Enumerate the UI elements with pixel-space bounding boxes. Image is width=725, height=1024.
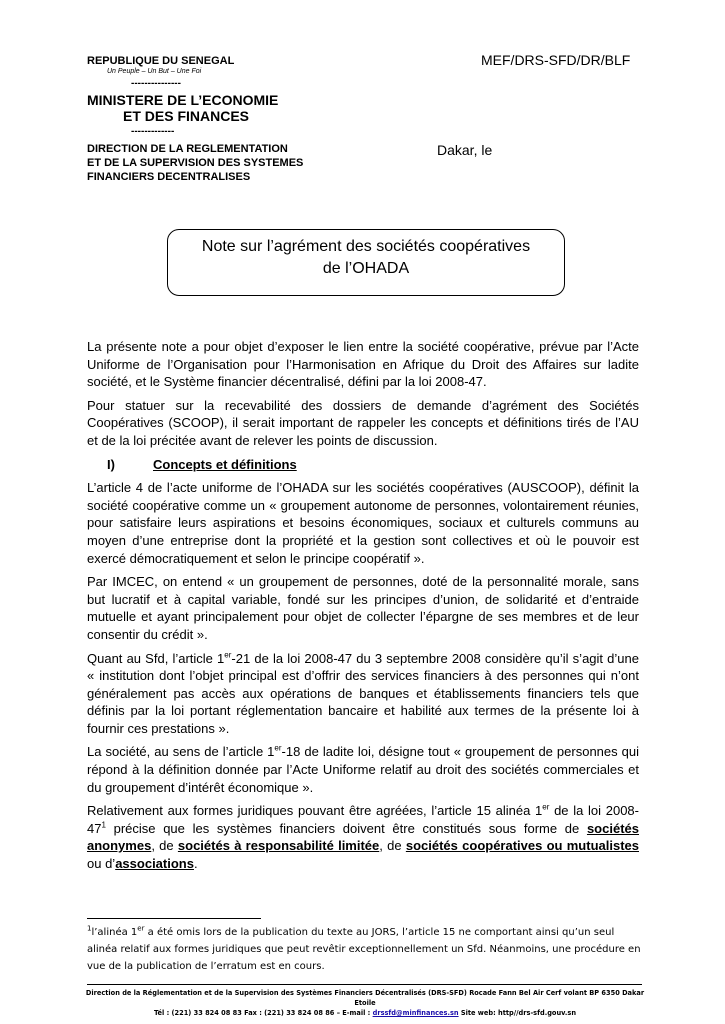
footer-email-link[interactable]: drssfd@minfinances.sn [372, 1009, 459, 1017]
paragraph-auscoop-definition: L’article 4 de l’acte uniforme de l’OHADA sur les sociétés coopératives (AUSCOOP), définit la société coopérative comme un « groupement autonome de personnes, volontairement réunies, pour satisfaire leurs aspirations et besoins économiques, sociaux et culturels communs au moyen d’une entreprise dont la propriété et la gestion sont collectives et où le pouvoir est exercé démocratiquement et selon le principe coopératif ». [87, 480, 639, 566]
national-motto: Un Peuple – Un But – Une Foi [107, 68, 202, 75]
footnote-separator [87, 918, 261, 919]
footnote-reference: 1 [101, 820, 106, 830]
paragraph-sfd-definition: Quant au Sfd, l’article 1er-21 de la loi 2008-47 du 3 septembre 2008 considère qu’il s’agit d’une « institution dont l’objet principal est d’offrir des services financiers à des personnes qui n’ont généralement pas accès aux opérations de banques et établissements financiers tels que définis par la loi portant réglementation bancaire et habilité aux termes de la présente loi à fournir ces prestations ». [87, 650, 639, 736]
paragraph-purpose: Pour statuer sur la recevabilité des dossiers de demande d’agrément des Sociétés Coopératives (SCOOP), il serait important de rappeler les concepts et définitions tirés de l’AU et de la loi précitée avant de relever les points de discussion. [87, 397, 639, 448]
ministry-name-line2: ET DES FINANCES [123, 108, 250, 124]
document-body [87, 338, 639, 879]
footer-address: Direction de la Réglementation et de la Supervision des Systèmes Financiers Décentralisés (DRS-SFD) Rocade Fann Bel Air Cerf volant BP 6350 Dakar Etoile [85, 989, 645, 1007]
paragraph-imcec-definition: Par IMCEC, on entend « un groupement de personnes, doté de la personnalité morale, sans but lucratif et à capital variable, fondé sur les principes d’union, de solidarité et d’entraide mutuelle et ayant principalement pour objet de collecter l’épargne de ses membres et de leur consentir du crédit ». [87, 574, 639, 642]
header-separator: ------------- [131, 126, 175, 137]
section-title: Concepts et définitions [153, 456, 297, 472]
direction-name-line1: DIRECTION DE LA REGLEMENTATION [87, 143, 288, 155]
legal-form-association: associations [115, 856, 194, 872]
paragraph-intro: La présente note a pour objet d’exposer le lien entre la société coopérative, prévue par l’Acte Uniforme de l’Organisation pour l’Harmonisation en Afrique du Droit des Affaires sur ladite société, et le Système financier décentralisé, défini par la loi 2008-47. [87, 339, 639, 390]
paragraph-legal-forms: Relativement aux formes juridiques pouvant être agréées, l’article 15 alinéa 1er de la loi $2008-47^1$ précise que les systèmes financiers doivent être constitués sous forme de sociétés anonymes, de sociétés à responsabilité limitée, de sociétés coopératives ou mutualistes ou d’associations. [87, 802, 639, 872]
header-separator: --------------- [131, 78, 181, 89]
legal-form-coop: sociétés coopératives ou mutualistes [405, 838, 639, 854]
paragraph-societe-definition: La société, au sens de l’article 1er-18 de ladite loi, désigne tout « groupement de personnes qui répond à la définition donnée par l’Acte Uniforme relatif au droit des sociétés commerciales et du groupement d’intérêt économique ». [87, 744, 639, 795]
footnote-number: 1 [87, 924, 92, 933]
legal-form-sa: sociétés anonymes [87, 820, 639, 854]
document-reference: MEF/DRS-SFD/DR/BLF [481, 52, 631, 68]
document-title-line2: de l’OHADA [322, 260, 410, 277]
legal-form-sarl: sociétés à responsabilité limitée [177, 838, 380, 854]
footer-contacts: Tél : (221) 33 824 08 83 Fax : (221) 33 824 08 86 – E-mail : drssfd@minfinances.sn Site web: http//drs-sfd.gouv.sn [153, 1009, 577, 1017]
republic-name: REPUBLIQUE DU SENEGAL [87, 55, 235, 67]
document-title-line1: Note sur l’agrément des sociétés coopératives [201, 238, 531, 255]
place-date: Dakar, le [437, 142, 493, 158]
direction-name-line3: FINANCIERS DECENTRALISES [87, 171, 251, 183]
section-number: I) [107, 456, 115, 472]
footnote: $^1$l’alinéa 1er a été omis lors de la publication du texte au JORS, l’article 15 ne comportant ainsi qu’un seul alinéa relatif aux formes juridiques que peut revêtir exceptionnellement un Sfd. Néanmoins, une procédure en vue de la publication de l’erratum est en cours. [87, 924, 641, 972]
section-heading [87, 456, 639, 474]
page-footer [80, 988, 650, 1018]
ministry-name-line1: MINISTERE DE L’ECONOMIE [87, 92, 279, 108]
document-title-box [167, 229, 565, 296]
direction-name-line2: ET DE LA SUPERVISION DES SYSTEMES [87, 157, 304, 169]
footer-separator [87, 984, 642, 985]
